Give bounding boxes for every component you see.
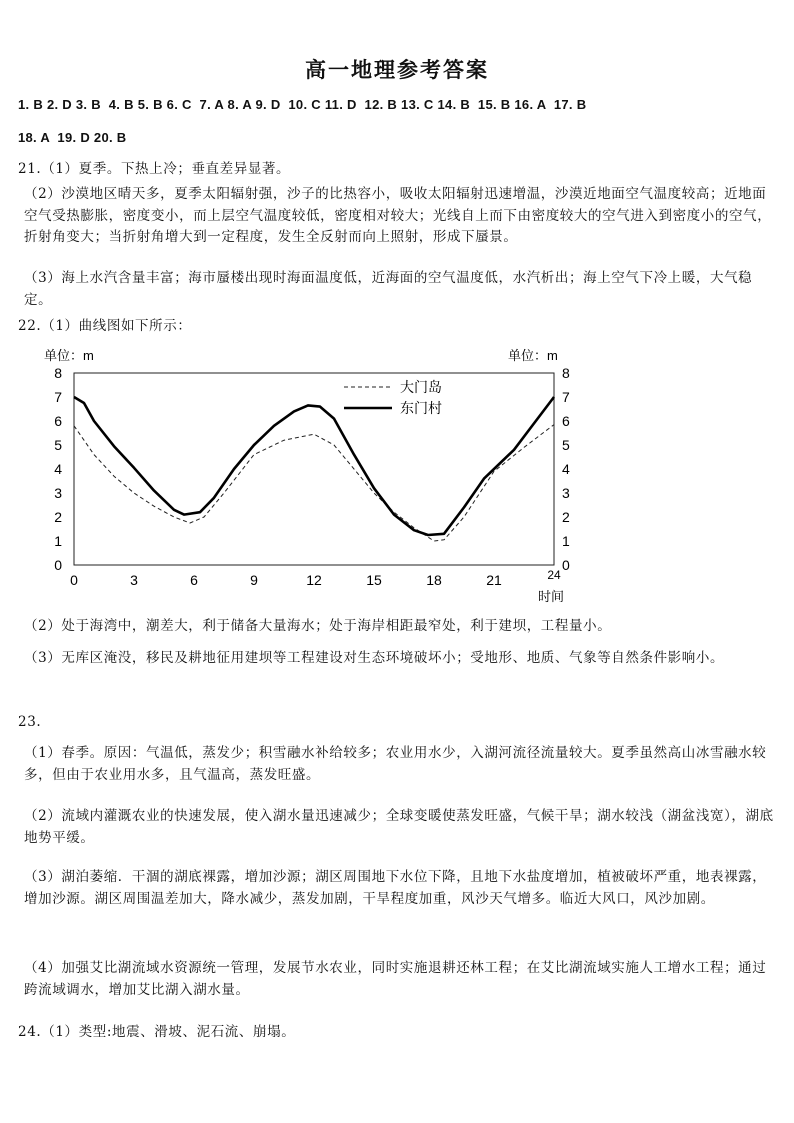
q22-part3: （3）无库区淹没，移民及耕地征用建坝等工程建设对生态环境破坏小；受地形、地质、气象等自然条件影响小。 [24,650,725,666]
y-tick-label-left: 0 [54,557,62,573]
y-tick-label-left: 7 [54,389,62,405]
plot-frame [74,373,554,565]
x-tick-label: 18 [426,572,442,588]
x-tick-label: 21 [486,572,502,588]
legend-label-0: 大门岛 [400,380,442,396]
q21-part1: 21.（1）夏季。下热上冷；垂直差异显著。 [18,161,291,177]
y-tick-label-right: 1 [562,533,570,549]
y-tick-label-right: 8 [562,365,570,381]
x-axis-label: 时间 [537,589,564,604]
x-tick-label: 24 [547,568,561,582]
page-title: 高一地理参考答案 [305,58,489,82]
q21-part2: （2）沙漠地区晴天多，夏季太阳辐射强，沙子的比热容小，吸收太阳辐射迅速增温，沙漠近地面空气温度较高；近地面空气受热膨胀，密度变小，而上层空气温度较低，密度相对较大；光线自上而下由密度较大的空气进入到密度小的空气，折射角变大；当折射角增大到一定程度，发生全反射而向上照射，形成下蜃景。 [24,186,772,245]
x-tick-label: 3 [130,572,138,588]
mc-answers-line-1: 1. B 2. D 3. B 4. B 5. B 6. C 7. A 8. A 9. D 10. C 11. D 12. B 13. C 14. B 15. B 16. A 17. B [18,97,587,112]
y-axis-unit-right: 单位：m [508,348,558,363]
series-line-1 [74,397,554,535]
tide-chart-svg [30,338,590,608]
q23-part1: （1）春季。原因：气温低，蒸发少；积雪融水补给较多；农业用水少，入湖河流径流量较大。夏季虽然高山冰雪融水较多，但由于农业用水多，且气温高，蒸发旺盛。 [24,745,767,783]
y-tick-label-right: 4 [562,461,570,477]
y-axis-unit-left: 单位：m [44,348,94,363]
y-tick-label-right: 0 [562,557,570,573]
x-tick-label: 0 [70,572,78,588]
y-tick-label-left: 1 [54,533,62,549]
y-tick-label-right: 5 [562,437,570,453]
y-tick-label-left: 6 [54,413,62,429]
y-tick-label-right: 7 [562,389,570,405]
y-tick-label-left: 2 [54,509,62,525]
x-tick-label: 6 [190,572,198,588]
x-tick-label: 9 [250,572,258,588]
q23-number: 23. [18,714,42,730]
q23-part4: （4）加强艾比湖流域水资源统一管理，发展节水农业，同时实施退耕还林工程；在艾比湖流域实施人工增水工程；通过跨流域调水，增加艾比湖入湖水量。 [24,960,767,998]
q22-part1: 22.（1）曲线图如下所示： [18,318,192,334]
q22-part2: （2）处于海湾中，潮差大，利于储备大量海水；处于海岸相距最窄处，利于建坝，工程量小。 [24,618,612,634]
x-tick-label: 12 [306,572,322,588]
y-tick-label-left: 8 [54,365,62,381]
y-tick-label-right: 2 [562,509,570,525]
q21-part3: （3）海上水汽含量丰富；海市蜃楼出现时海面温度低，近海面的空气温度低，水汽析出；海上空气下冷上暖，大气稳定。 [24,270,753,308]
tide-chart [30,338,590,608]
q23-part3: （3）湖泊萎缩．干涸的湖底裸露，增加沙源；湖区周围地下水位下降，且地下水盐度增加，植被破坏严重，地表裸露，增加沙源。湖区周围温差加大，降水减少，蒸发加剧，干旱程度加重，风沙天气增多。临近大风口，风沙加剧。 [24,869,767,907]
y-tick-label-left: 4 [54,461,62,477]
y-tick-label-left: 5 [54,437,62,453]
y-tick-label-right: 3 [562,485,570,501]
q23-part2: （2）流域内灌溉农业的快速发展，使入湖水量迅速减少；全球变暖使蒸发旺盛，气候干旱；湖水较浅（湖盆浅宽），湖底地势平缓。 [24,808,774,846]
x-tick-label: 15 [366,572,382,588]
legend-label-1: 东门村 [400,401,442,417]
q24-part1: 24.（1）类型:地震、滑坡、泥石流、崩塌。 [18,1024,296,1040]
mc-answers-line-2: 18. A 19. D 20. B [18,130,127,145]
y-tick-label-right: 6 [562,413,570,429]
y-tick-label-left: 3 [54,485,62,501]
